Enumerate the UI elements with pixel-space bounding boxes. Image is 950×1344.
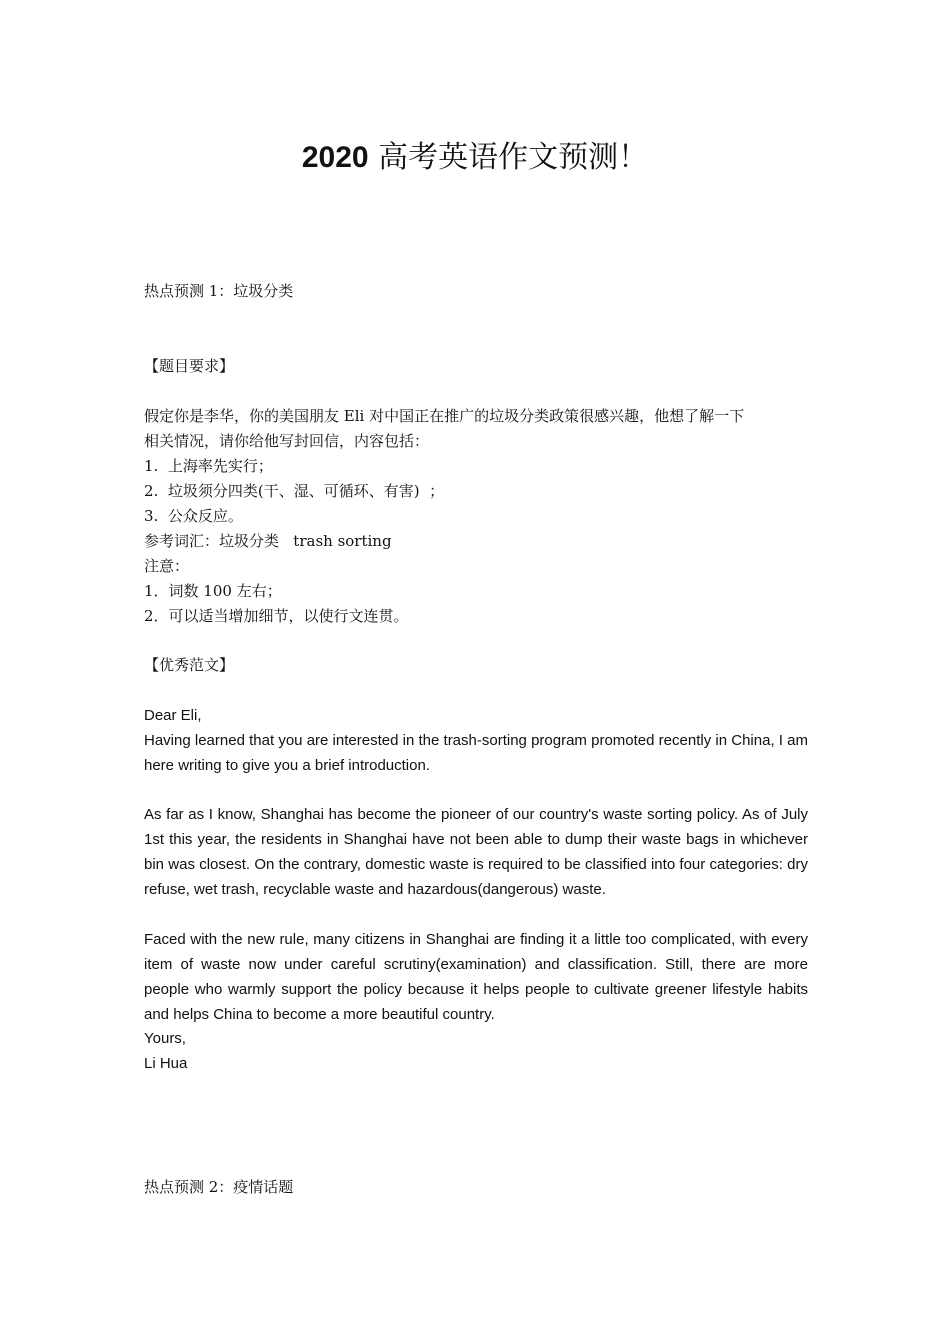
letter-paragraph-3: Faced with the new rule, many citizens in Shanghai are finding it a little too complicated, with every item of waste now under careful scrutiny(examination) and classification. Still, there are more people who warmly support the policy because it helps people to cultivate greener lifestyle habits and helps China to become a more beautiful country. <box>144 931 808 1023</box>
requirement-line: 参考词汇：垃圾分类 trash sorting <box>144 532 392 550</box>
title-year: 2020 <box>301 141 369 174</box>
letter-paragraph-2: As far as I know, Shanghai has become the pioneer of our country's waste sorting policy. As of July 1st this year, the residents in Shanghai have not been able to dump their waste bags in whichever bin was closest. On the contrary, domestic waste is required to be classified into four categories: dry refuse, wet trash, recyclable waste and hazardous(dangerous) waste. <box>144 806 808 898</box>
letter-paragraph-1: Having learned that you are interested in the trash-sorting program promoted recently in China, I am here writing to give you a brief introduction. <box>144 732 808 774</box>
requirement-heading: 【题目要求】 <box>144 357 235 375</box>
document-title <box>0 138 950 178</box>
sample-essay-heading: 【优秀范文】 <box>144 656 235 674</box>
requirement-line: 3. 公众反应。 <box>144 507 243 525</box>
letter-closing: Yours, <box>144 1030 186 1047</box>
requirement-line: 1．词数 100 左右； <box>144 582 282 600</box>
requirement-line: 2．可以适当增加细节，以使行文连贯。 <box>144 607 409 625</box>
hot-topic-2-heading: 热点预测 2：疫情话题 <box>144 1178 294 1196</box>
requirement-line: 注意： <box>144 557 190 575</box>
requirement-line: 假定你是李华，你的美国朋友 Eli 对中国正在推广的垃圾分类政策很感兴趣，他想了解一下 <box>144 407 745 425</box>
title-text: 高考英语作文预测！ <box>368 140 649 175</box>
requirement-section <box>144 404 808 629</box>
letter-signature: Li Hua <box>144 1055 188 1072</box>
requirement-line: 1. 上海率先实行； <box>144 457 273 475</box>
requirement-line: 2. 垃圾须分四类(干、湿、可循环、有害) ； <box>144 482 445 500</box>
requirement-line: 相关情况，请你给他写封回信，内容包括： <box>144 432 430 450</box>
hot-topic-1-heading: 热点预测 1：垃圾分类 <box>144 282 294 300</box>
letter-greeting: Dear Eli, <box>144 707 202 724</box>
